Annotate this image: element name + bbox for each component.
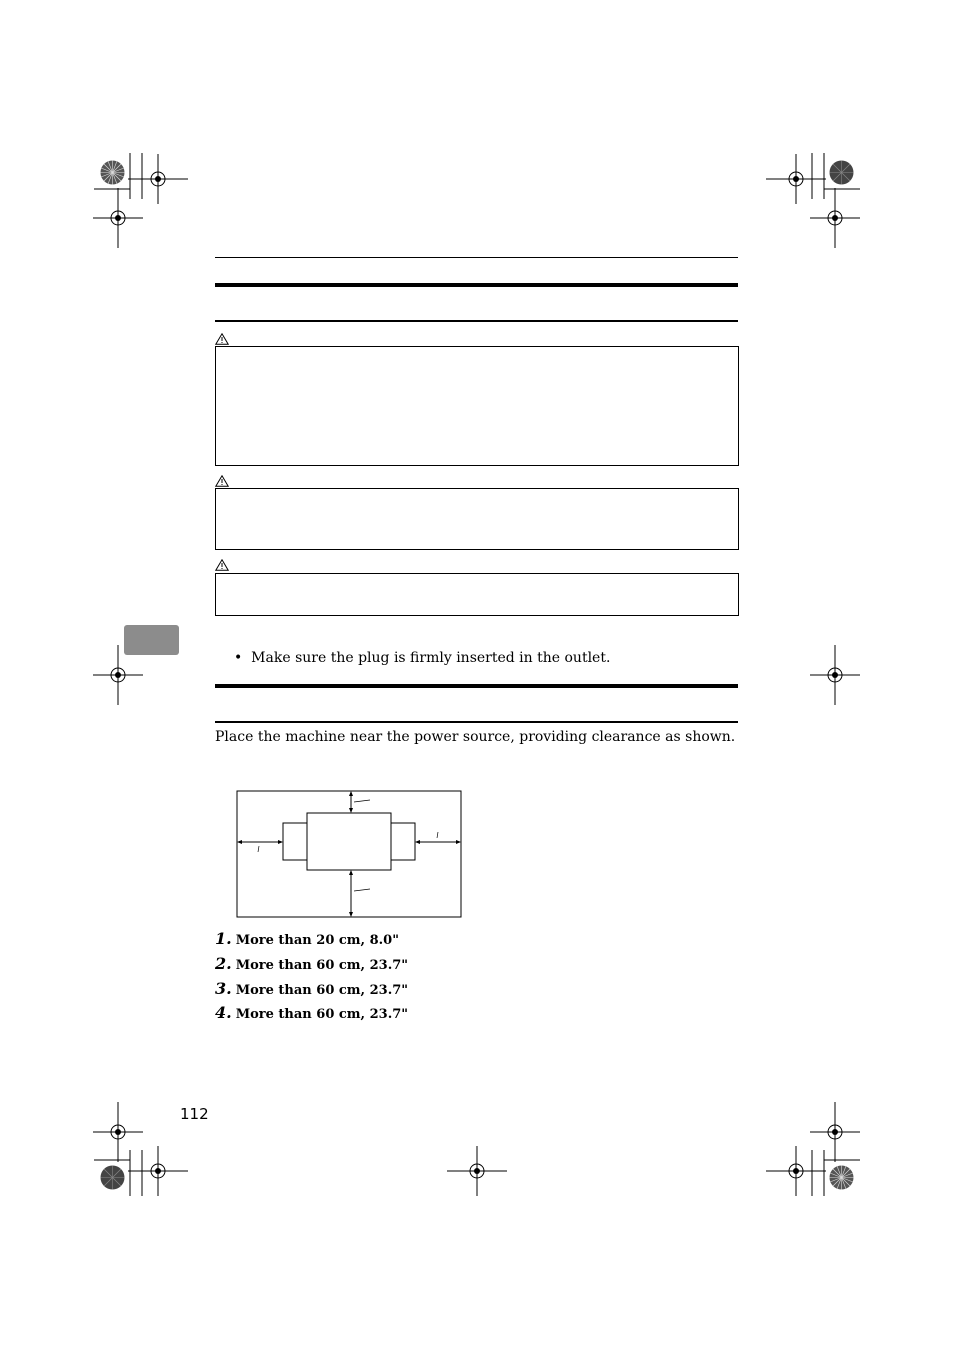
machine-body bbox=[307, 813, 391, 870]
list-text: More than 20 cm, 8.0" bbox=[235, 933, 399, 948]
left-leader bbox=[258, 846, 259, 852]
machine-left-tray bbox=[283, 823, 307, 860]
bullet-dot: • bbox=[234, 650, 243, 666]
list-text: More than 60 cm, 23.7" bbox=[235, 1007, 409, 1022]
bottom-leader bbox=[354, 889, 370, 891]
diagram-frame bbox=[237, 791, 461, 917]
starburst-target-icon bbox=[829, 1165, 854, 1190]
list-number: 4. bbox=[215, 1003, 232, 1022]
top-leader bbox=[354, 800, 370, 802]
warning-triangle-icon bbox=[215, 475, 229, 487]
list-text: More than 60 cm, 23.7" bbox=[235, 958, 409, 973]
warning-box-1 bbox=[215, 346, 739, 466]
warning-triangle-icon bbox=[215, 333, 229, 345]
page-number: 112 bbox=[180, 1105, 209, 1123]
section-rule-thick-2 bbox=[215, 684, 738, 688]
bullet-text: Make sure the plug is firmly inserted in the outlet. bbox=[251, 650, 611, 666]
starburst-target-icon bbox=[829, 160, 854, 185]
clearance-diagram bbox=[236, 790, 463, 919]
bullet-item bbox=[234, 648, 610, 668]
starburst-target-icon bbox=[100, 1165, 125, 1190]
right-leader bbox=[437, 832, 438, 838]
section-rule-thin-1 bbox=[215, 320, 738, 322]
body-paragraph: Place the machine near the power source, providing clearance as shown. bbox=[215, 729, 736, 745]
list-text: More than 60 cm, 23.7" bbox=[235, 983, 409, 998]
starburst-target-icon bbox=[100, 160, 125, 185]
crosshair-registration-icon bbox=[805, 645, 865, 705]
clearance-item-3 bbox=[215, 980, 408, 1000]
section-rule-thin-2 bbox=[215, 721, 738, 723]
machine-right-tray bbox=[391, 823, 415, 860]
list-number: 3. bbox=[215, 979, 232, 998]
crosshair-registration-icon bbox=[88, 645, 148, 705]
header-rule bbox=[215, 257, 738, 258]
list-number: 2. bbox=[215, 954, 232, 973]
warning-box-2 bbox=[215, 488, 739, 550]
clearance-item-2 bbox=[215, 955, 408, 975]
warning-triangle-icon bbox=[215, 559, 229, 571]
crosshair-registration-icon bbox=[447, 1141, 507, 1201]
list-number: 1. bbox=[215, 929, 232, 948]
clearance-item-1 bbox=[215, 930, 399, 950]
section-rule-thick-1 bbox=[215, 283, 738, 287]
clearance-item-4 bbox=[215, 1004, 408, 1024]
warning-box-3 bbox=[215, 573, 739, 616]
